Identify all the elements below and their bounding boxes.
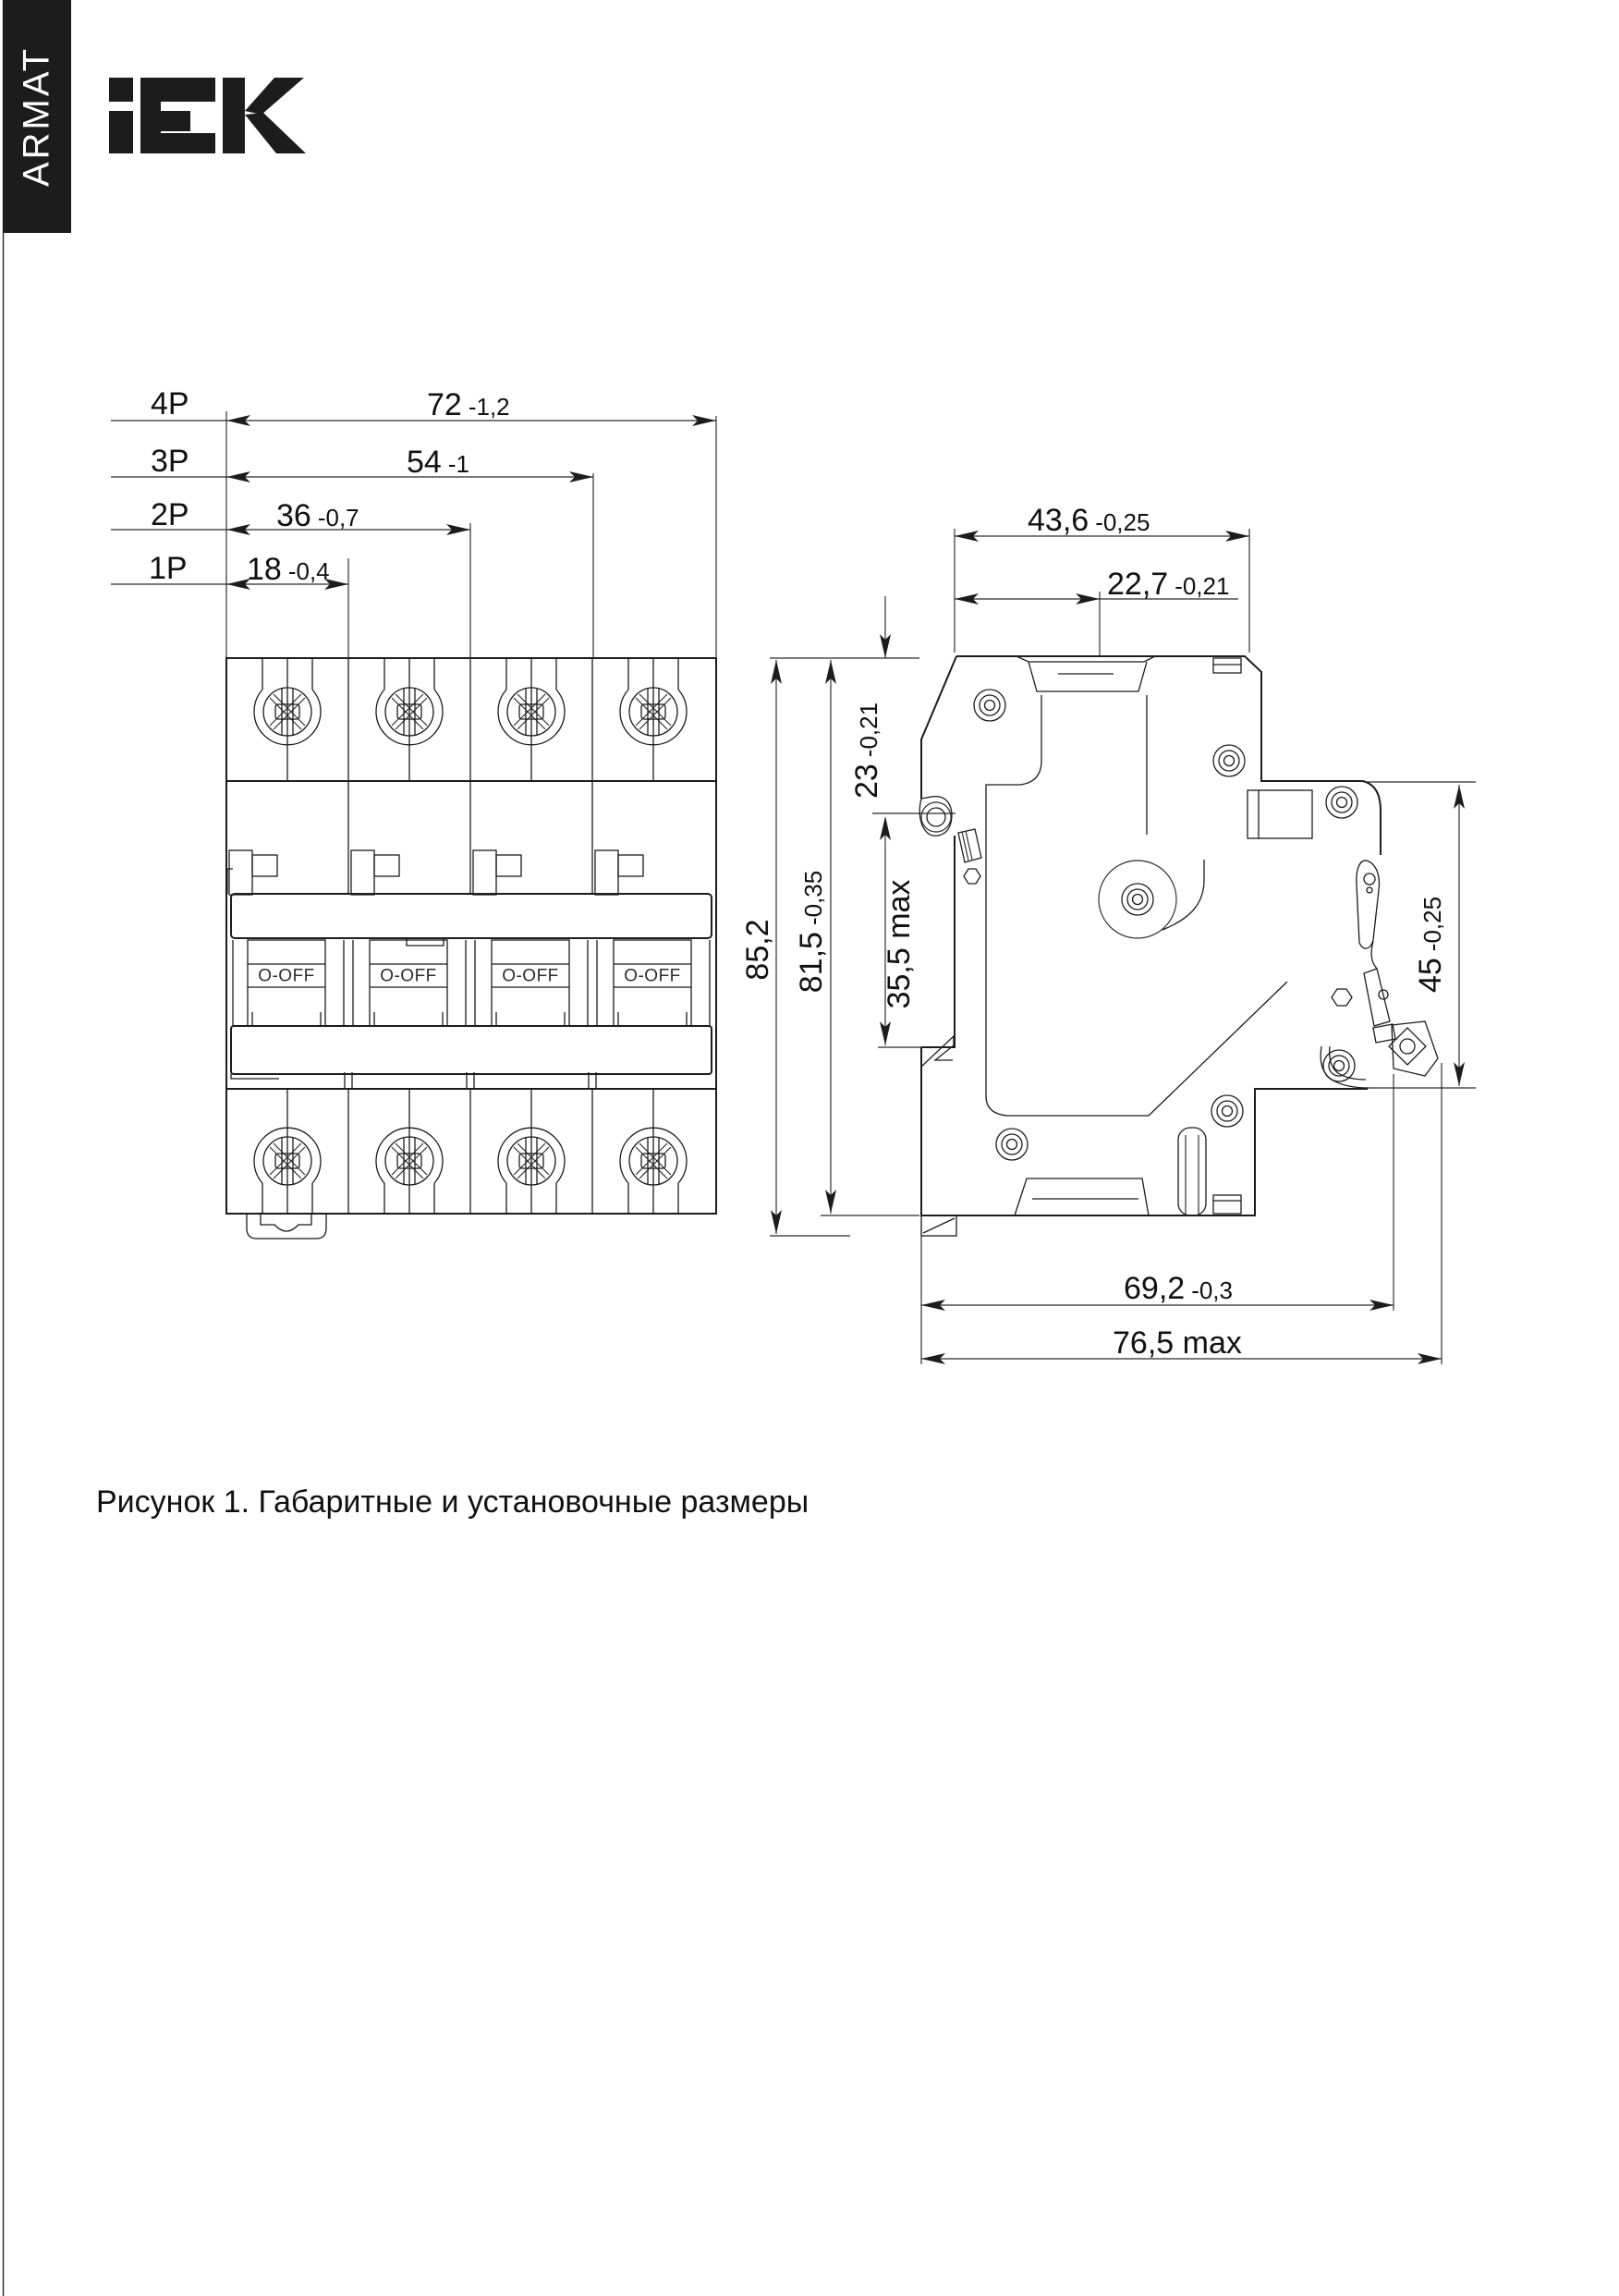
dim-depth-overall: 43,6 -0,25	[1028, 503, 1150, 538]
toggle-label-4: O-OFF	[624, 966, 681, 986]
dim-height-body: 81,5-0,35	[794, 870, 829, 994]
pole-label-3p: 3P	[151, 444, 189, 479]
armat-series-label: ARMAT	[16, 45, 57, 188]
dim-max-depth: 76,5 max	[1113, 1325, 1242, 1361]
toggle-label-2: O-OFF	[380, 966, 437, 986]
dim-depth-front: 22,7 -0,21	[1107, 567, 1230, 602]
dim-width-3p: 54 -1	[407, 445, 469, 480]
dim-mount-depth: 69,2 -0,3	[1124, 1271, 1233, 1306]
toggle-label-1: O-OFF	[258, 966, 315, 986]
dim-width-4p: 72 -1,2	[427, 387, 510, 422]
side-view	[919, 656, 1438, 1236]
pole-label-2p: 2P	[151, 497, 189, 532]
dim-width-2p: 36 -0,7	[276, 498, 359, 533]
iek-logo	[109, 78, 306, 153]
toggle-label-3: O-OFF	[502, 966, 559, 986]
dim-handle-height-max: 35,5 max	[882, 879, 917, 1009]
dim-top-offset: 23-0,21	[849, 702, 884, 800]
figure-caption: Рисунок 1. Габаритные и установочные размеры	[96, 1484, 810, 1520]
dim-height-overall: 85,2	[740, 919, 775, 981]
front-view	[226, 658, 716, 1239]
pole-label-4p: 4P	[151, 386, 189, 421]
dim-din-recess-height: 45-0,25	[1413, 896, 1448, 994]
side-view-dimensions	[921, 529, 1476, 1364]
dim-width-1p: 18 -0,4	[247, 552, 330, 587]
pole-label-1p: 1P	[149, 551, 188, 586]
